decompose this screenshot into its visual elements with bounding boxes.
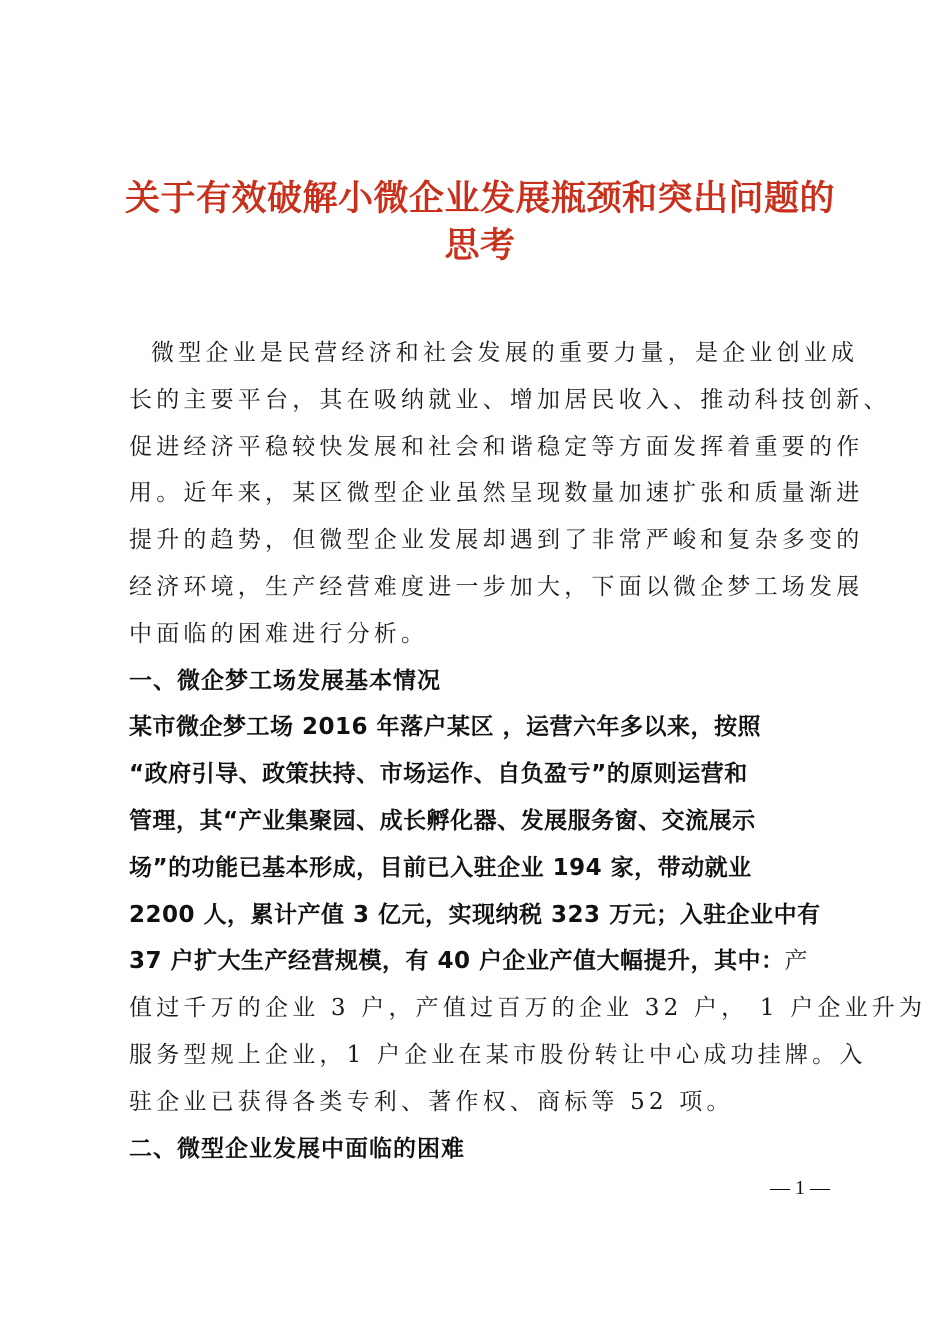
intro-line: 经济环境，生产经营难度进一步加大，下面以微企梦工场发展 [129,573,864,600]
title-line: 关于有效破解小微企业发展瓶颈和突出问题的 [124,178,835,219]
title-line: 思考 [444,224,516,266]
intro-line: 提升的趋势，但微型企业发展却遇到了非常严峻和复杂多变的 [129,527,864,554]
document-title [110,174,850,268]
section1-light-line: 服务型规上企业，1 户企业在某市股份转让中心成功挂牌。入 [129,1041,867,1068]
section-heading-1: 一、微企梦工场发展基本情况 [129,667,441,694]
section1-bold-line: 2200 人，累计产值 3 亿元，实现纳税 323 万元；入驻企业中有 [129,901,821,928]
intro-line: 促进经济平稳较快发展和社会和谐稳定等方面发挥着重要的作 [129,433,864,460]
intro-line: 长的主要平台，其在吸纳就业、增加居民收入、推动科技创新、 [129,386,891,413]
section1-bold-line: “政府引导、政策扶持、市场运作、自负盈亏”的原则运营和 [129,761,748,788]
mixed-bold-part: 37 户扩大生产经营规模，有 40 户企业产值大幅提升，其中： [129,948,785,975]
intro-line: 微型企业是民营经济和社会发展的重要力量，是企业创业成 [151,340,859,366]
section1-bold-line: 某市微企梦工场 2016 年落户某区 ，运营六年多以来，按照 [129,714,762,741]
section1-mixed-line [129,938,849,985]
section-heading-2: 二、微型企业发展中面临的困难 [129,1135,465,1162]
mixed-light-part: 产 [784,948,812,975]
intro-line: 用。近年来，某区微型企业虽然呈现数量加速扩张和质量渐进 [129,480,864,507]
section1-bold-line: 场”的功能已基本形成，目前已入驻企业 194 家，带动就业 [129,854,752,881]
section1-light-line: 驻企业已获得各类专利、著作权、商标等 52 项。 [129,1088,734,1115]
document-body [129,330,927,1172]
section1-bold-line: 管理，其“产业集聚园、成长孵化器、发展服务窗、交流展示 [129,807,756,834]
page-number: — 1 — [770,1177,830,1199]
section1-light-line: 值过千万的企业 3 户，产值过百万的企业 32 户， 1 户企业升为 [129,995,927,1022]
intro-line: 中面临的困难进行分析。 [129,620,429,647]
